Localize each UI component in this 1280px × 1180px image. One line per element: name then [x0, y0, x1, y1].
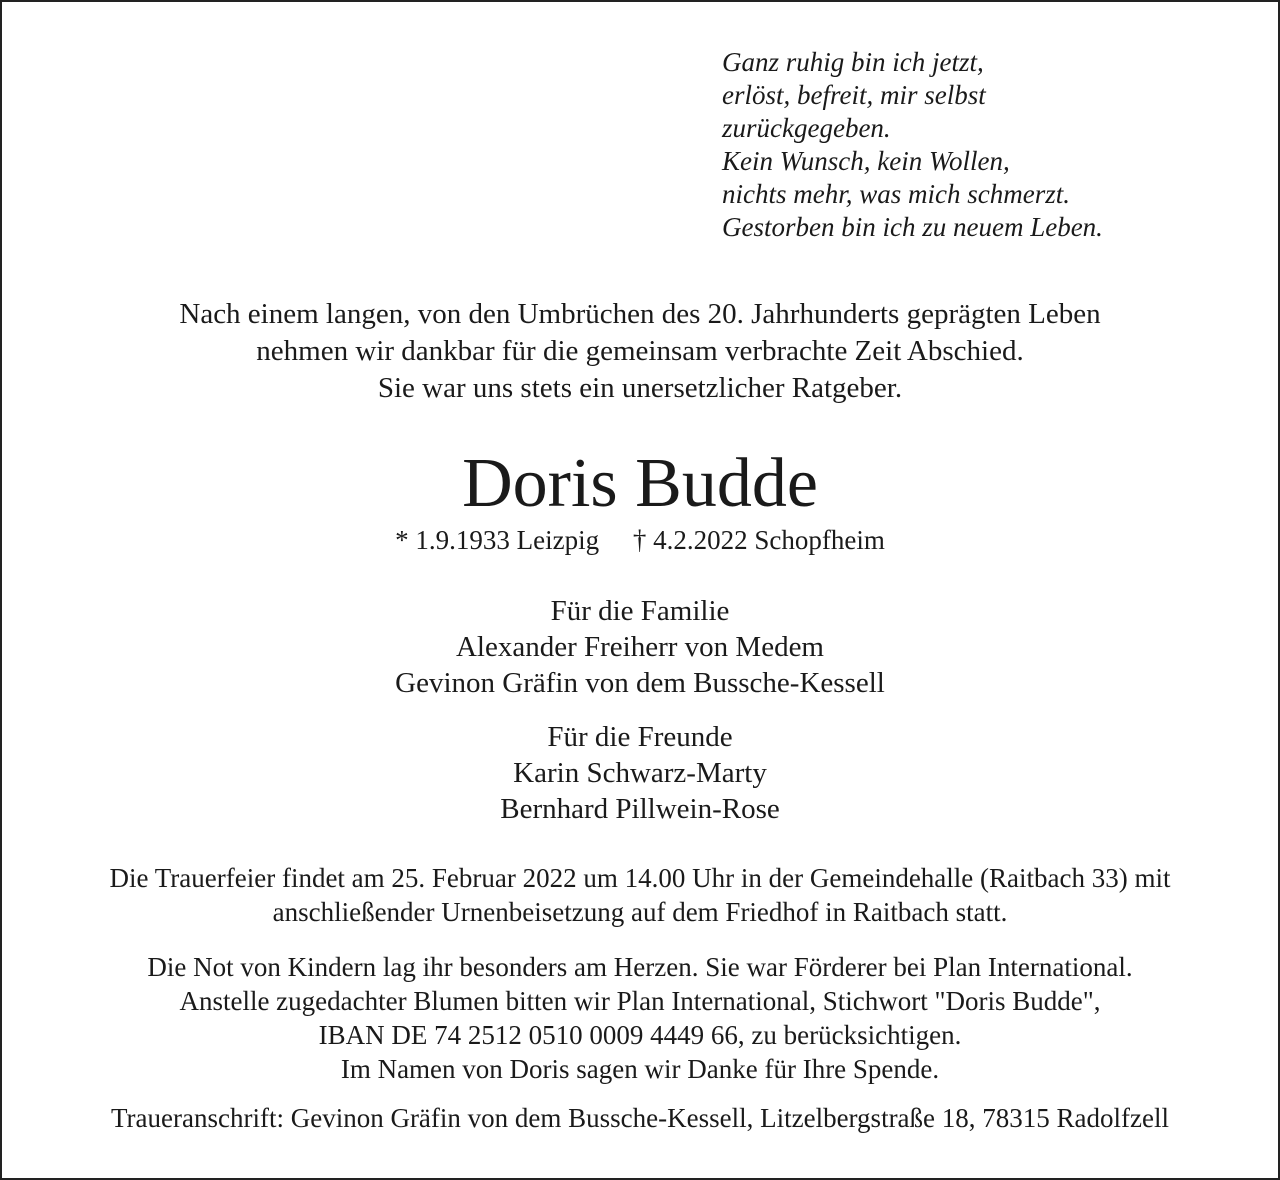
ceremony-line: anschließender Urnenbeisetzung auf dem Friedhof in Raitbach statt. — [272, 897, 1008, 927]
family-member: Gevinon Gräfin von dem Bussche-Kessell — [395, 667, 885, 699]
poem-line: nichts mehr, was mich schmerzt. — [722, 179, 1070, 209]
friend-name: Bernhard Pillwein-Rose — [500, 793, 780, 825]
donation-line: IBAN DE 74 2512 0510 0009 4449 66, zu berücksichtigen. — [318, 1020, 962, 1050]
poem — [722, 46, 1103, 244]
poem-line: zurückgegeben. — [722, 113, 891, 143]
birth-date: * 1.9.1933 Leizpig — [395, 525, 600, 555]
poem-line: Ganz ruhig bin ich jetzt, — [722, 47, 984, 77]
family-member: Alexander Freiherr von Medem — [455, 631, 824, 663]
life-dates — [2, 522, 1278, 558]
poem-line: erlöst, befreit, mir selbst — [722, 80, 986, 110]
death-date: † 4.2.2022 Schopfheim — [632, 525, 885, 555]
friends-heading: Für die Freunde — [547, 721, 733, 753]
donation-line: Die Not von Kindern lag ihr besonders am Herzen. Sie war Förderer bei Plan International. — [147, 952, 1133, 982]
address-line: Traueranschrift: Gevinon Gräfin von dem Bussche-Kessell, Litzelbergstraße 18, 78315 Radolfzell — [111, 1103, 1169, 1133]
intro-line: Sie war uns stets ein unersetzlicher Ratgeber. — [377, 372, 903, 404]
family-signatories — [2, 593, 1278, 701]
poem-line: Kein Wunsch, kein Wollen, — [722, 146, 1010, 176]
friends-signatories — [2, 719, 1278, 827]
family-heading: Für die Familie — [550, 595, 730, 627]
intro-line: nehmen wir dankbar für die gemeinsam verbrachte Zeit Abschied. — [256, 335, 1024, 367]
mourning-address — [2, 1101, 1278, 1135]
intro-line: Nach einem langen, von den Umbrüchen des 20. Jahrhunderts geprägten Leben — [179, 298, 1101, 330]
poem-line: Gestorben bin ich zu neuem Leben. — [722, 212, 1103, 242]
deceased-name: Doris Budde — [462, 445, 818, 522]
ceremony-line: Die Trauerfeier findet am 25. Februar 2022 um 14.00 Uhr in der Gemeindehalle (Raitbach 33) mit — [109, 863, 1171, 893]
donation-line: Im Namen von Doris sagen wir Danke für Ihre Spende. — [340, 1054, 940, 1084]
friend-name: Karin Schwarz-Marty — [513, 757, 767, 789]
donation-line: Anstelle zugedachter Blumen bitten wir Plan International, Stichwort "Doris Budde", — [179, 986, 1101, 1016]
donation-info — [2, 950, 1278, 1086]
intro-text — [2, 296, 1278, 407]
ceremony-info — [2, 861, 1278, 929]
